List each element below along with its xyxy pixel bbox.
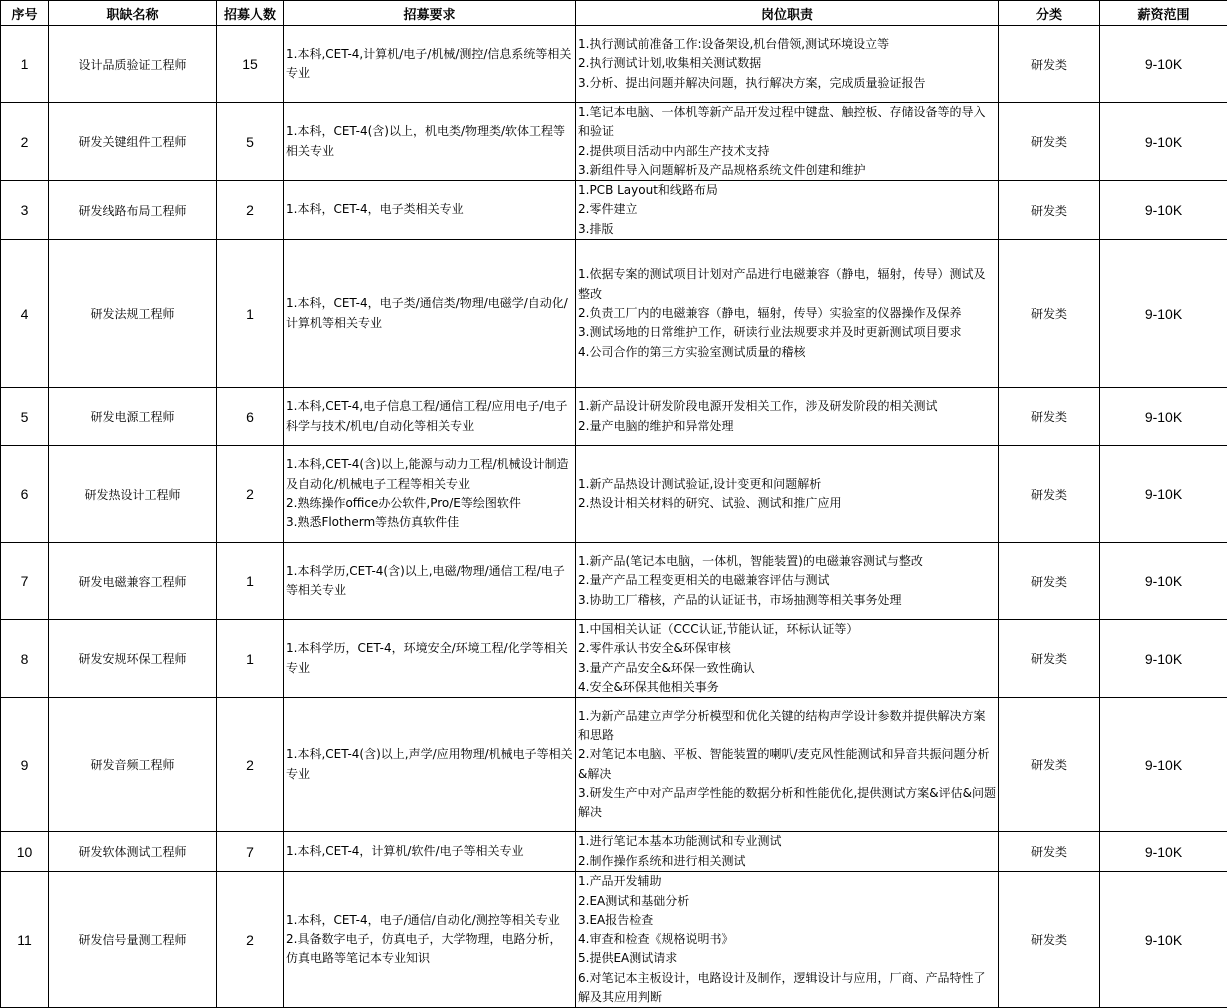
cell-duties-line: 3.排版 xyxy=(578,220,996,239)
cell-duties-line: 2.量产产品工程变更相关的电磁兼容评估与测试 xyxy=(578,571,996,590)
cell-requirements xyxy=(284,620,576,698)
cell-requirements-line: 1.本科学历，CET-4，环境安全/环境工程/化学等相关专业 xyxy=(286,639,573,678)
table-row xyxy=(1,240,1227,388)
table-row xyxy=(1,872,1227,1008)
cell-requirements-line: 2.具备数字电子，仿真电子，大学物理，电路分析，仿真电路等笔记本专业知识 xyxy=(286,930,573,969)
cell-duties-line: 1.新产品(笔记本电脑，一体机，智能装置)的电磁兼容测试与整改 xyxy=(578,552,996,571)
cell-category: 研发类 xyxy=(999,240,1100,388)
cell-title: 研发电源工程师 xyxy=(49,388,217,446)
cell-title: 设计品质验证工程师 xyxy=(49,26,217,103)
cell-title: 研发电磁兼容工程师 xyxy=(49,543,217,620)
cell-requirements-line: 2.熟练操作office办公软件,Pro/E等绘图软件 xyxy=(286,494,573,513)
header-no: 序号 xyxy=(1,1,49,26)
cell-requirements-line: 1.本科,CET-4,计算机/电子/机械/测控/信息系统等相关专业 xyxy=(286,45,573,84)
cell-category: 研发类 xyxy=(999,698,1100,832)
header-row xyxy=(1,1,1227,26)
cell-category: 研发类 xyxy=(999,181,1100,240)
cell-requirements xyxy=(284,698,576,832)
cell-salary: 9-10K xyxy=(1100,26,1227,103)
cell-duties-line: 4.安全&环保其他相关事务 xyxy=(578,678,996,697)
cell-duties-line: 2.零件承认书安全&环保审核 xyxy=(578,639,996,658)
cell-salary: 9-10K xyxy=(1100,240,1227,388)
cell-count: 7 xyxy=(217,832,284,872)
cell-duties-line: 2.制作操作系统和进行相关测试 xyxy=(578,852,996,871)
cell-duties-line: 2.执行测试计划,收集相关测试数据 xyxy=(578,54,996,73)
cell-no: 2 xyxy=(1,103,49,181)
cell-title: 研发法规工程师 xyxy=(49,240,217,388)
table-row xyxy=(1,698,1227,832)
cell-title: 研发线路布局工程师 xyxy=(49,181,217,240)
cell-duties-line: 1.产品开发辅助 xyxy=(578,872,996,891)
cell-duties-line: 4.审查和检查《规格说明书》 xyxy=(578,930,996,949)
cell-no: 10 xyxy=(1,832,49,872)
table-row xyxy=(1,388,1227,446)
cell-duties-line: 3.新组件导入问题解析及产品规格系统文件创建和维护 xyxy=(578,161,996,180)
cell-duties-line: 1.中国相关认证（CCC认证,节能认证，环标认证等） xyxy=(578,620,996,639)
table-row xyxy=(1,543,1227,620)
cell-requirements xyxy=(284,103,576,181)
cell-duties xyxy=(576,26,999,103)
cell-duties xyxy=(576,388,999,446)
cell-duties xyxy=(576,240,999,388)
cell-category: 研发类 xyxy=(999,872,1100,1008)
table-row xyxy=(1,620,1227,698)
cell-title: 研发软体测试工程师 xyxy=(49,832,217,872)
table-row xyxy=(1,181,1227,240)
cell-requirements-line: 1.本科，CET-4，电子类相关专业 xyxy=(286,200,573,219)
cell-category: 研发类 xyxy=(999,388,1100,446)
cell-requirements xyxy=(284,446,576,543)
cell-requirements xyxy=(284,832,576,872)
cell-requirements-line: 1.本科,CET-4(含)以上,能源与动力工程/机械设计制造及自动化/机械电子工程等相关专业 xyxy=(286,455,573,494)
cell-requirements-line: 3.熟悉Flotherm等热仿真软件佳 xyxy=(286,513,573,532)
cell-duties-line: 1.PCB Layout和线路布局 xyxy=(578,181,996,200)
cell-salary: 9-10K xyxy=(1100,698,1227,832)
cell-requirements-line: 1.本科，CET-4(含)以上，机电类/物理类/软体工程等相关专业 xyxy=(286,122,573,161)
cell-requirements-line: 1.本科,CET-4,电子信息工程/通信工程/应用电子/电子科学与技术/机电/自动化等相关专业 xyxy=(286,397,573,436)
table-row xyxy=(1,446,1227,543)
cell-salary: 9-10K xyxy=(1100,181,1227,240)
cell-no: 7 xyxy=(1,543,49,620)
cell-count: 2 xyxy=(217,446,284,543)
cell-duties-line: 1.进行笔记本基本功能测试和专业测试 xyxy=(578,832,996,851)
cell-duties-line: 2.对笔记本电脑、平板、智能装置的喇叭/麦克风性能测试和异音共振问题分析&解决 xyxy=(578,745,996,784)
cell-salary: 9-10K xyxy=(1100,388,1227,446)
cell-no: 3 xyxy=(1,181,49,240)
cell-duties xyxy=(576,872,999,1008)
cell-requirements xyxy=(284,543,576,620)
cell-duties-line: 3.量产产品安全&环保一致性确认 xyxy=(578,659,996,678)
cell-requirements xyxy=(284,240,576,388)
cell-duties-line: 3.研发生产中对产品声学性能的数据分析和性能优化,提供测试方案&评估&问题解决 xyxy=(578,784,996,823)
cell-title: 研发关键组件工程师 xyxy=(49,103,217,181)
cell-category: 研发类 xyxy=(999,103,1100,181)
header-duties: 岗位职责 xyxy=(576,1,999,26)
table-row xyxy=(1,832,1227,872)
cell-category: 研发类 xyxy=(999,26,1100,103)
header-salary: 薪资范围 xyxy=(1100,1,1227,26)
cell-count: 5 xyxy=(217,103,284,181)
cell-duties xyxy=(576,620,999,698)
cell-category: 研发类 xyxy=(999,832,1100,872)
cell-requirements-line: 1.本科学历,CET-4(含)以上,电磁/物理/通信工程/电子等相关专业 xyxy=(286,562,573,601)
cell-title: 研发热设计工程师 xyxy=(49,446,217,543)
cell-requirements-line: 1.本科，CET-4，电子/通信/自动化/测控等相关专业 xyxy=(286,911,573,930)
cell-duties-line: 3.分析、提出问题并解决问题，执行解决方案，完成质量验证报告 xyxy=(578,74,996,93)
cell-no: 1 xyxy=(1,26,49,103)
cell-title: 研发音频工程师 xyxy=(49,698,217,832)
cell-count: 1 xyxy=(217,620,284,698)
cell-duties-line: 2.提供项目活动中内部生产技术支持 xyxy=(578,142,996,161)
header-count: 招募人数 xyxy=(217,1,284,26)
cell-salary: 9-10K xyxy=(1100,872,1227,1008)
cell-title: 研发信号量测工程师 xyxy=(49,872,217,1008)
cell-requirements-line: 1.本科,CET-4，计算机/软件/电子等相关专业 xyxy=(286,842,573,861)
cell-salary: 9-10K xyxy=(1100,620,1227,698)
cell-duties-line: 3.协助工厂稽核，产品的认证证书，市场抽测等相关事务处理 xyxy=(578,591,996,610)
table-row xyxy=(1,103,1227,181)
cell-category: 研发类 xyxy=(999,446,1100,543)
cell-duties-line: 1.依据专案的测试项目计划对产品进行电磁兼容（静电，辐射，传导）测试及整改 xyxy=(578,265,996,304)
cell-count: 2 xyxy=(217,181,284,240)
cell-salary: 9-10K xyxy=(1100,446,1227,543)
cell-count: 1 xyxy=(217,543,284,620)
cell-duties-line: 4.公司合作的第三方实验室测试质量的稽核 xyxy=(578,343,996,362)
header-requirements: 招募要求 xyxy=(284,1,576,26)
cell-duties-line: 2.负责工厂内的电磁兼容（静电，辐射，传导）实验室的仪器操作及保养 xyxy=(578,304,996,323)
cell-duties-line: 3.测试场地的日常维护工作，研读行业法规要求并及时更新测试项目要求 xyxy=(578,323,996,342)
cell-no: 6 xyxy=(1,446,49,543)
cell-requirements xyxy=(284,388,576,446)
cell-no: 4 xyxy=(1,240,49,388)
cell-count: 15 xyxy=(217,26,284,103)
table-body xyxy=(1,26,1227,1008)
cell-salary: 9-10K xyxy=(1100,103,1227,181)
cell-duties xyxy=(576,543,999,620)
cell-duties-line: 1.新产品热设计测试验证,设计变更和问题解析 xyxy=(578,475,996,494)
cell-category: 研发类 xyxy=(999,620,1100,698)
cell-no: 9 xyxy=(1,698,49,832)
table-row xyxy=(1,26,1227,103)
cell-count: 2 xyxy=(217,872,284,1008)
cell-duties-line: 2.EA测试和基础分析 xyxy=(578,892,996,911)
cell-duties-line: 2.量产电脑的维护和异常处理 xyxy=(578,417,996,436)
cell-no: 8 xyxy=(1,620,49,698)
cell-count: 2 xyxy=(217,698,284,832)
cell-duties-line: 3.EA报告检查 xyxy=(578,911,996,930)
cell-duties-line: 2.零件建立 xyxy=(578,200,996,219)
cell-duties xyxy=(576,103,999,181)
cell-duties-line: 1.新产品设计研发阶段电源开发相关工作，涉及研发阶段的相关测试 xyxy=(578,397,996,416)
cell-duties-line: 2.热设计相关材料的研究、试验、测试和推广应用 xyxy=(578,494,996,513)
cell-duties-line: 5.提供EA测试请求 xyxy=(578,949,996,968)
cell-no: 11 xyxy=(1,872,49,1008)
cell-duties xyxy=(576,832,999,872)
cell-requirements-line: 1.本科，CET-4，电子类/通信类/物理/电磁学/自动化/计算机等相关专业 xyxy=(286,294,573,333)
cell-salary: 9-10K xyxy=(1100,543,1227,620)
cell-count: 1 xyxy=(217,240,284,388)
cell-duties xyxy=(576,446,999,543)
cell-requirements xyxy=(284,26,576,103)
header-title: 职缺名称 xyxy=(49,1,217,26)
cell-title: 研发安规环保工程师 xyxy=(49,620,217,698)
cell-duties-line: 6.对笔记本主板设计，电路设计及制作，逻辑设计与应用，厂商、产品特性了解及其应用判断 xyxy=(578,969,996,1008)
cell-duties-line: 1.执行测试前准备工作:设备架设,机台借领,测试环境设立等 xyxy=(578,35,996,54)
cell-requirements xyxy=(284,872,576,1008)
cell-no: 5 xyxy=(1,388,49,446)
cell-duties-line: 1.为新产品建立声学分析模型和优化关键的结构声学设计参数并提供解决方案和思路 xyxy=(578,707,996,746)
cell-salary: 9-10K xyxy=(1100,832,1227,872)
header-category: 分类 xyxy=(999,1,1100,26)
cell-count: 6 xyxy=(217,388,284,446)
cell-duties xyxy=(576,181,999,240)
cell-duties-line: 1.笔记本电脑、一体机等新产品开发过程中键盘、触控板、存储设备等的导入和验证 xyxy=(578,103,996,142)
cell-category: 研发类 xyxy=(999,543,1100,620)
cell-duties xyxy=(576,698,999,832)
cell-requirements xyxy=(284,181,576,240)
cell-requirements-line: 1.本科,CET-4(含)以上,声学/应用物理/机械电子等相关专业 xyxy=(286,745,573,784)
